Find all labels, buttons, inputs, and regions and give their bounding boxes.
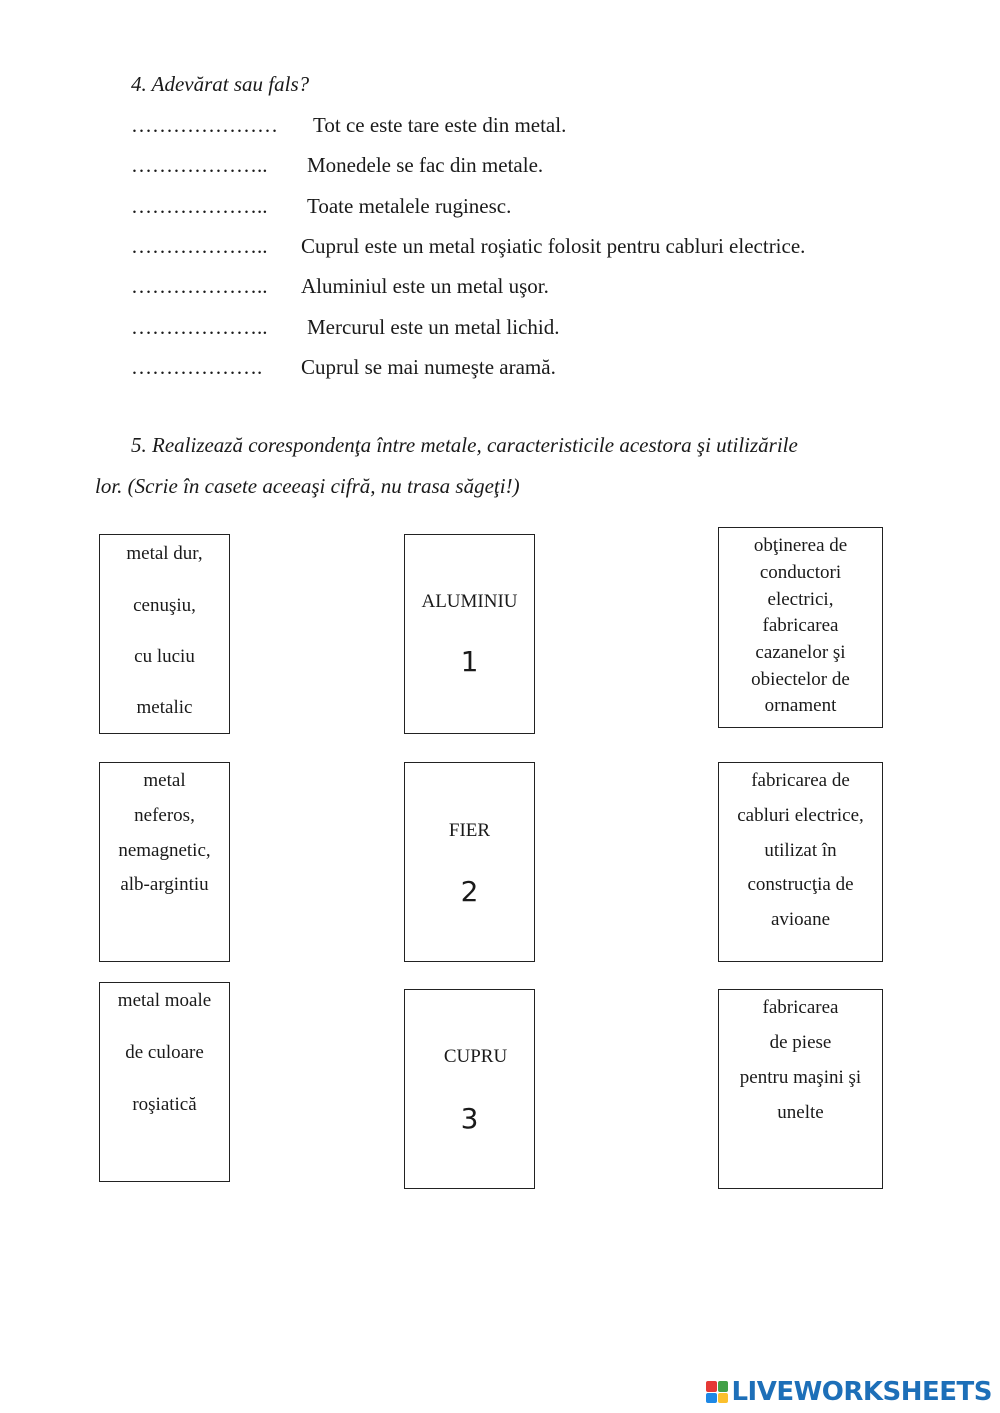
box-text: nemagnetic, xyxy=(118,840,211,861)
tf-item-4 xyxy=(131,234,805,264)
box-text: de culoare xyxy=(125,1042,204,1063)
metal-number: 1 xyxy=(460,645,479,678)
statement: Mercurul este un metal lichid. xyxy=(307,315,560,339)
answer-blank[interactable]: ……………….. xyxy=(131,234,268,258)
use-box-2[interactable] xyxy=(718,762,883,962)
tf-item-1 xyxy=(131,113,566,143)
box-text: ornament xyxy=(764,695,837,716)
box-text: roşiatică xyxy=(132,1094,197,1115)
metal-name: FIER xyxy=(448,820,491,841)
box-text: metal xyxy=(143,770,186,791)
box-text: electrici, xyxy=(767,589,834,610)
metal-name: ALUMINIU xyxy=(421,591,518,612)
box-text: cu luciu xyxy=(134,646,195,667)
answer-blank[interactable]: ………………. xyxy=(131,355,263,379)
answer-blank[interactable]: ……………….. xyxy=(131,153,268,177)
logo-mark-icon xyxy=(706,1381,728,1403)
box-text: utilizat în xyxy=(764,840,837,861)
box-text: fabricarea de xyxy=(751,770,850,791)
statement: Toate metalele ruginesc. xyxy=(307,194,512,218)
question-4-title: 4. Adevărat sau fals? xyxy=(131,72,310,96)
tf-item-6 xyxy=(131,315,560,345)
metal-box-cupru xyxy=(404,989,535,1189)
box-text: avioane xyxy=(770,909,831,930)
metal-box-aluminiu xyxy=(404,534,535,734)
statement: Cuprul se mai numeşte aramă. xyxy=(301,355,556,379)
box-text: obţinerea de xyxy=(753,535,848,556)
question-5-instruction-cont: lor. (Scrie în casete aceeaşi cifră, nu trasa săgeţi!) xyxy=(95,474,520,498)
box-text: metalic xyxy=(136,697,193,718)
box-text: neferos, xyxy=(134,805,195,826)
characteristic-box-1[interactable] xyxy=(99,534,230,734)
box-text: fabricarea xyxy=(762,615,839,636)
box-text: pentru maşini şi xyxy=(739,1067,862,1088)
characteristic-box-2[interactable] xyxy=(99,762,230,962)
box-text: metal moale xyxy=(117,990,212,1011)
box-text: cazanelor şi xyxy=(755,642,846,663)
use-box-3[interactable] xyxy=(718,989,883,1189)
box-text: unelte xyxy=(777,1102,824,1123)
box-text: alb-argintiu xyxy=(120,874,209,895)
statement: Monedele se fac din metale. xyxy=(307,153,544,177)
answer-blank[interactable]: ……………….. xyxy=(131,315,268,339)
answer-blank[interactable]: ……………….. xyxy=(131,194,268,218)
metal-name: CUPRU xyxy=(443,1046,508,1067)
question-5-instruction: 5. Realizează corespondenţa între metale, caracteristicile acestora şi utilizările xyxy=(131,433,798,457)
statement: Aluminiul este un metal uşor. xyxy=(301,274,549,298)
box-text: construcţia de xyxy=(747,874,854,895)
box-text: conductori xyxy=(759,562,842,583)
statement: Tot ce este tare este din metal. xyxy=(313,113,567,137)
answer-blank[interactable]: ………………… xyxy=(131,113,278,137)
tf-item-5 xyxy=(131,274,549,304)
tf-item-2 xyxy=(131,153,543,183)
metal-number: 2 xyxy=(460,875,479,908)
liveworksheets-logo xyxy=(706,1377,992,1407)
answer-blank[interactable]: ……………….. xyxy=(131,274,268,298)
characteristic-box-3[interactable] xyxy=(99,982,230,1182)
brand-name: LIVEWORKSHEETS xyxy=(731,1377,992,1407)
box-text: metal dur, xyxy=(126,543,203,564)
box-text: cenuşiu, xyxy=(133,595,196,616)
tf-item-3 xyxy=(131,194,511,224)
tf-item-7 xyxy=(131,355,556,385)
box-text: obiectelor de xyxy=(751,669,850,690)
metal-box-fier xyxy=(404,762,535,962)
statement: Cuprul este un metal roşiatic folosit pentru cabluri electrice. xyxy=(301,234,806,258)
metal-number: 3 xyxy=(460,1102,479,1135)
box-text: cabluri electrice, xyxy=(737,805,864,826)
box-text: fabricarea xyxy=(762,997,839,1018)
box-text: de piese xyxy=(769,1032,832,1053)
use-box-1[interactable] xyxy=(718,527,883,728)
